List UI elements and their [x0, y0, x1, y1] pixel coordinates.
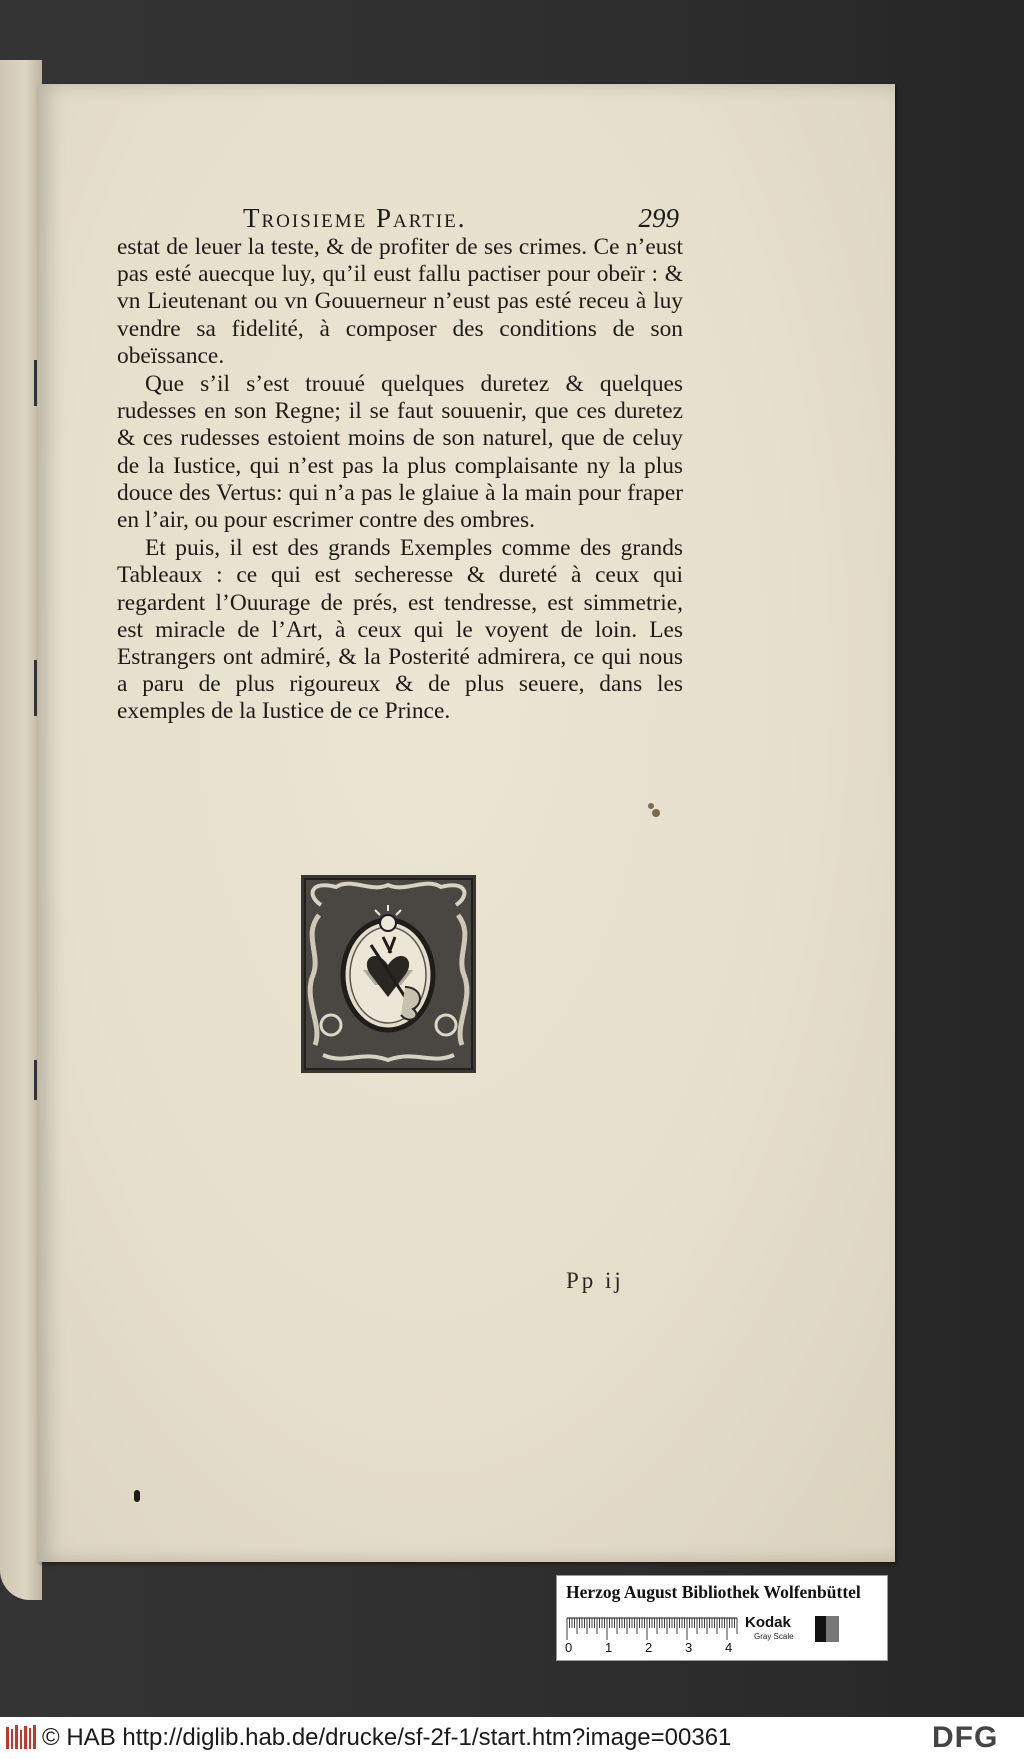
- gutter-marks: [34, 360, 38, 1120]
- footer-bar: [0, 1717, 1024, 1759]
- scale-number: 3: [685, 1640, 693, 1655]
- kodak-logo: Kodak: [745, 1614, 791, 1631]
- page-number: 299: [638, 203, 679, 233]
- ornamental-cartouche-heart-icon: [301, 875, 476, 1073]
- scale-number: 1: [605, 1640, 613, 1655]
- scale-number: 4: [725, 1640, 733, 1655]
- gray-scale-label: Gray Scale: [754, 1632, 794, 1641]
- signature-mark: Pp ij: [566, 1268, 624, 1293]
- dfg-logo: DFG: [932, 1721, 999, 1754]
- ruler-scale: [563, 1612, 743, 1656]
- scale-number: 2: [645, 1640, 653, 1655]
- paragraph-3: Et puis, il est des grands Exemples comme des grands Tableaux : ce qui est secheresse & dureté à ceux qui regardent l’Ouurage de prés, est tendresse, est simmetrie, est miracle de l’Art, à ceux qui le voyent de loin. Les Estrangers ont admiré, & la Posterité admirera, ce qui nous a paru de plus rigoureux & de plus seuere, dans les exemples de la Iustice de ce Prince.: [117, 535, 683, 725]
- scale-number: 0: [565, 1640, 573, 1655]
- barcode-logo-icon: [6, 1725, 36, 1751]
- gray-patch: [815, 1616, 839, 1642]
- paragraph-1: estat de leuer la teste, & de profiter de ses crimes. Ce n’eust pas esté auecque luy, qu’il eust fallu pactiser pour obeïr : & vn Lieutenant ou vn Gouuerneur n’eust pas esté receu à luy vendre sa fidelité, à composer des conditions de son obeïssance.: [117, 234, 683, 369]
- running-head: Troisieme Partie.: [243, 203, 467, 233]
- copyright-link[interactable]: © HAB http://diglib.hab.de/drucke/sf-2f-1/start.htm?image=00361: [42, 1724, 732, 1751]
- margin-dot: [134, 1490, 140, 1502]
- library-color-target: [556, 1575, 888, 1661]
- library-name: Herzog August Bibliothek Wolfenbüttel: [566, 1582, 861, 1602]
- paragraph-2: Que s’il s’est trouué quelques duretez & quelques rudesses en son Regne; il se faut souuenir, que ces duretez & ces rudesses estoient moins de son naturel, que de celuy de la Iustice, qui n’est pas la plus complaisante ny la plus douce des Vertus: qui n’a pas le glaiue à la main pour fraper en l’air, ou pour escrimer contre des ombres.: [117, 371, 683, 534]
- ruler-ticks: [567, 1618, 737, 1640]
- ink-stain: [648, 803, 660, 819]
- body-text: [117, 234, 683, 727]
